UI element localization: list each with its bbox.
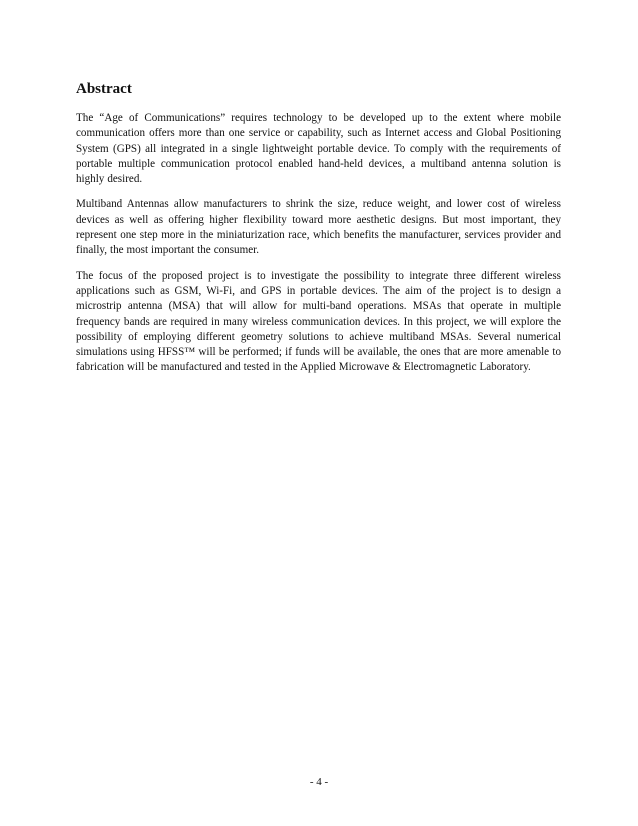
abstract-paragraph-2: Multiband Antennas allow manufacturers to shrink the size, reduce weight, and lower cost of wireless devices as well as offering higher flexibility toward more aesthetic designs. But most important, they represent one step more in the miniaturization race, which benefits the manufacturer, services provider and finally, the most important the consumer.: [76, 198, 561, 257]
abstract-paragraph-3: The focus of the proposed project is to investigate the possibility to integrate three different wireless applications such as GSM, Wi-Fi, and GPS in portable devices. The aim of the project is to design a microstrip antenna (MSA) that will allow for multi-band operations. MSAs that operate in multiple frequency bands are required in many wireless communication devices. In this project, we will explore the possibility of employing different geometry solutions to achieve multiband MSAs. Several numerical simulations using HFSS™ will be performed; if funds will be available, the ones that are more amenable to fabrication will be manufactured and tested in the Applied Microwave & Electromagnetic Laboratory.: [76, 269, 561, 374]
page-number: - 4 -: [309, 776, 329, 788]
page-content: [76, 80, 561, 386]
section-heading-abstract: Abstract: [76, 81, 132, 97]
abstract-paragraph-1: The “Age of Communications” requires technology to be developed up to the extent where mobile communication offers more than one service or capability, such as Internet access and Global Positioning System (GPS) all integrated in a single lightweight portable device. To comply with the requirements of portable multiple communication protocol enabled hand-held devices, a multiband antenna solution is highly desired.: [76, 112, 561, 186]
